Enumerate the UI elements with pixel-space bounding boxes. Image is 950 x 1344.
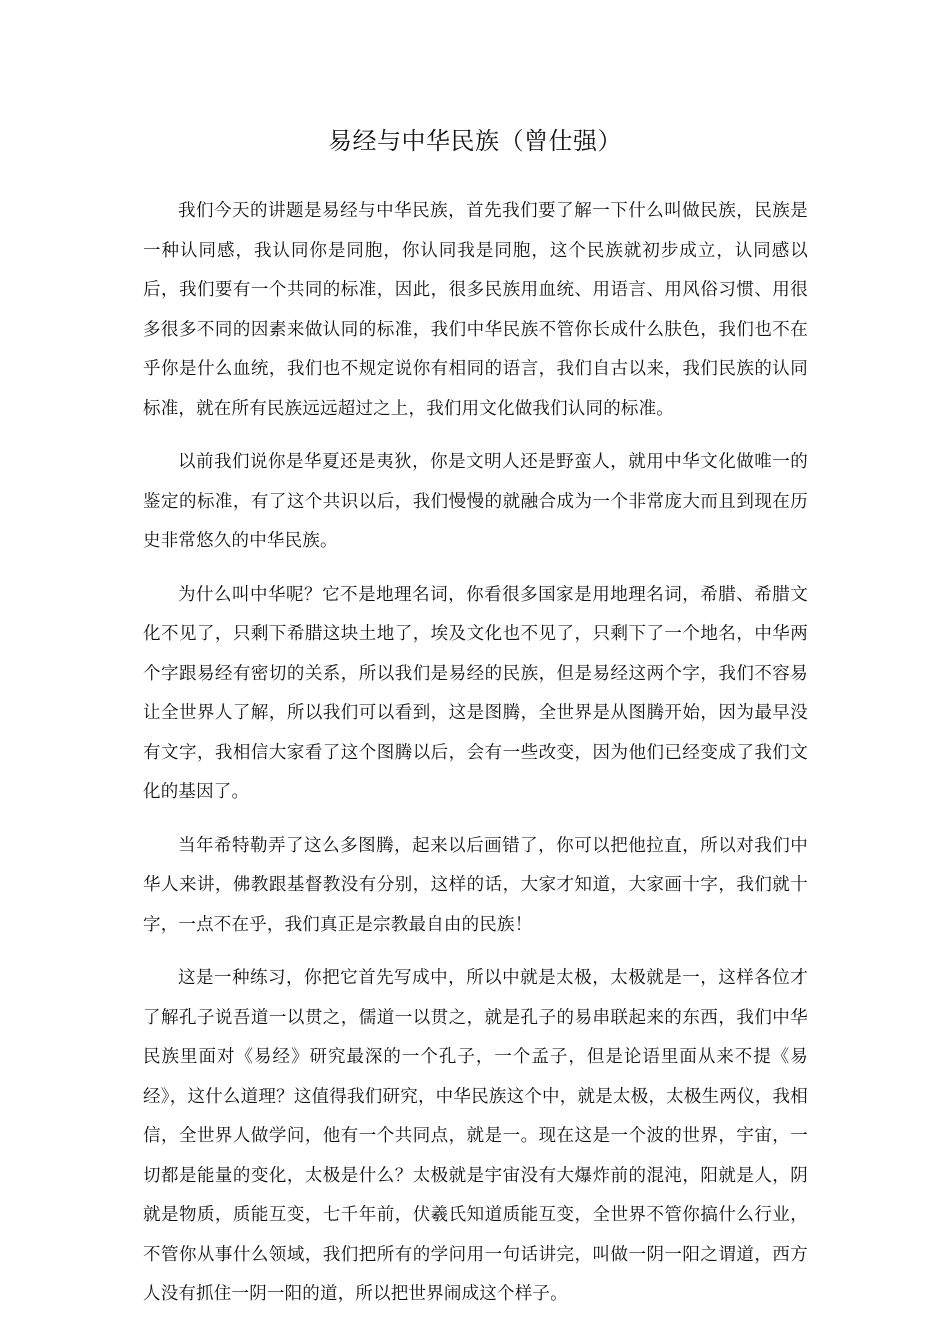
document-body bbox=[143, 192, 808, 1329]
document-title: 易经与中华民族（曾仕强） bbox=[328, 127, 622, 155]
paragraph-1: 我们今天的讲题是易经与中华民族，首先我们要了解一下什么叫做民族，民族是一种认同感，我认同你是同胞，你认同我是同胞，这个民族就初步成立，认同感以后，我们要有一个共同的标准，因此，很多民族用血统、用语言、用风俗习惯、用很多很多不同的因素来做认同的标准，我们中华民族不管你长成什么肤色，我们也不在乎你是什么血统，我们也不规定说你有相同的语言，我们自古以来，我们民族的认同标准，就在所有民族远远超过之上，我们用文化做我们认同的标准。 bbox=[143, 201, 808, 419]
paragraph-4: 当年希特勒弄了这么多图腾，起来以后画错了，你可以把他拉直，所以对我们中华人来讲，佛教跟基督教没有分别，这样的话，大家才知道，大家画十字，我们就十字，一点不在乎，我们真正是宗教最自由的民族！ bbox=[143, 835, 808, 935]
paragraph-2: 以前我们说你是华夏还是夷狄，你是文明人还是野蛮人，就用中华文化做唯一的鉴定的标准，有了这个共识以后，我们慢慢的就融合成为一个非常庞大而且到现在历史非常悠久的中华民族。 bbox=[143, 452, 808, 551]
paragraph-5: 这是一种练习，你把它首先写成中，所以中就是太极，太极就是一，这样各位才了解孔子说吾道一以贯之，儒道一以贯之，就是孔子的易串联起来的东西，我们中华民族里面对《易经》研究最深的一个孔子，一个孟子，但是论语里面从来不提《易经》，这什么道理？这值得我们研究，中华民族这个中，就是太极，太极生两仪，我相信，全世界人做学问，他有一个共同点，就是一。现在这是一个波的世界，宇宙，一切都是能量的变化，太极是什么？太极就是宇宙没有大爆炸前的混沌，阳就是人，阴就是物质，质能互变，七千年前，伏羲氏知道质能互变，全世界不管你搞什么行业，不管你从事什么领域，我们把所有的学问用一句话讲完，叫做一阴一阳之谓道，西方人没有抓住一阴一阳的道，所以把世界闹成这个样子。 bbox=[143, 968, 808, 1304]
paragraph-3: 为什么叫中华呢？它不是地理名词，你看很多国家是用地理名词，希腊、希腊文化不见了，只剩下希腊这块土地了，埃及文化也不见了，只剩下了一个地名，中华两个字跟易经有密切的关系，所以我们是易经的民族，但是易经这两个字，我们不容易让全世界人了解，所以我们可以看到，这是图腾，全世界是从图腾开始，因为最早没有文字，我相信大家看了这个图腾以后，会有一些改变，因为他们已经变成了我们文化的基因了。 bbox=[143, 584, 808, 802]
